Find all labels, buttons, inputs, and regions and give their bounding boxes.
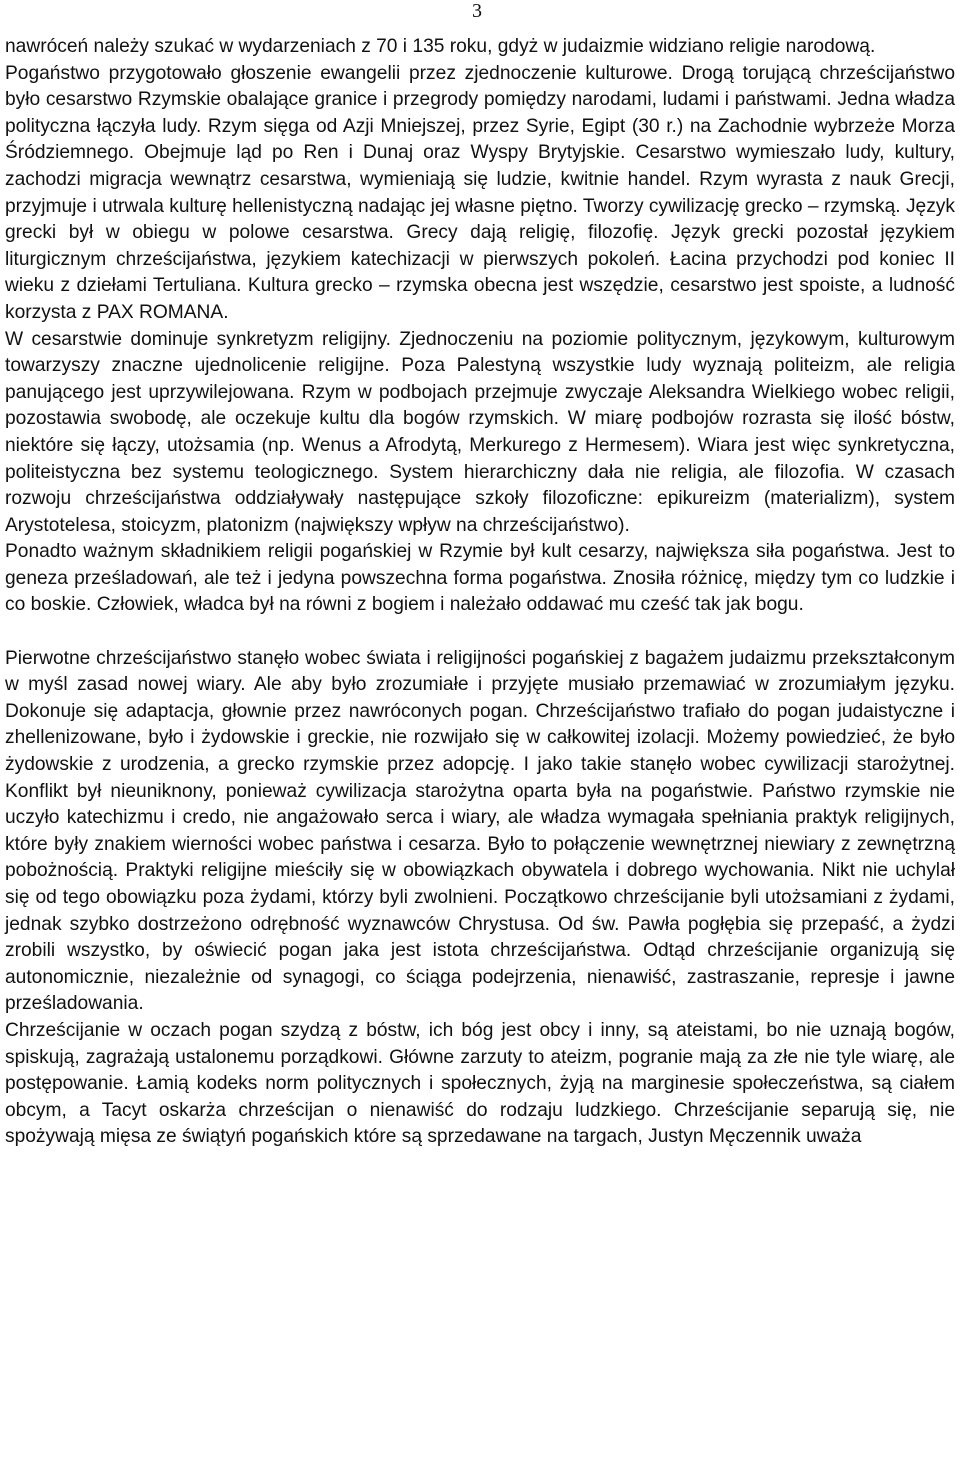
- paragraph-syncretism: W cesarstwie dominuje synkretyzm religijny. Zjednoczeniu na poziomie politycznym, językowym, kulturowym towarzyszy znaczne ujednolicenie religijne. Poza Palestyną wszystkie ludy wyznają politeizm, ale religia panującego jest uprzywilejowana. Rzym w podbojach przejmuje zwyczaje Aleksandra Wielkiego wobec religii, pozostawia swobodę, ale oczekuje kultu dla bogów rzymskich. W miarę podbojów rozrasta się ilość bóstw, niektóre się łączy, utożsamia (np. Wenus a Afrodytą, Merkurego z Hermesem). Wiara jest więc synkretyczna, politeistyczna bez systemu teologicznego. System hierarchiczny dała nie religia, ale filozofia. W czasach rozwoju chrześcijaństwa oddziaływały następujące szkoły filozoficzne: epikureizm (materializm), system Arystotelesa, stoicyzm, platonizm (największy wpływ na chrześcijaństwo).: [5, 328, 955, 536]
- paragraph-roman-empire: Pogaństwo przygotowało głoszenie ewangelii przez zjednoczenie kulturowe. Drogą torującą chrześcijaństwo było cesarstwo Rzymskie obalające granice i przegrody pomiędzy narodami, ludami i państwami. Jedna władza polityczna łączyła ludy. Rzym sięga od Azji Mniejszej, przez Syrie, Egipt (30 r.) na Zachodnie wybrzeże Morza Śródziemnego. Obejmuje ląd po Ren i Dunaj oraz Wyspy Brytyjskie. Cesarstwo wymieszało ludy, kultury, zachodzi migracja wewnątrz cesarstwa, wymieniają się ludzie, kwitnie handel. Rzym wyrasta z nauk Grecji, przyjmuje i utrwala kulturę hellenistyczną nadając jej własne piętno. Tworzy cywilizację grecko – rzymską. Język grecki był w obiegu w polowe cesarstwa. Grecy dają religię, filozofię. Język grecki pozostał językiem liturgicznym chrześcijaństwa, językiem katechizacji w pierwszych pokoleń. Łacina przychodzi pod koniec II wieku z dziełami Tertuliana. Kultura grecko – rzymska obecna jest wszędzie, cesarstwo jest spoiste, a ludność korzysta z PAX ROMANA.: [5, 62, 955, 323]
- paragraph-pagan-view: Chrześcijanie w oczach pogan szydzą z bóstw, ich bóg jest obcy i inny, są ateistami, bo nie uznają bogów, spiskują, zagrażają ustalonemu porządkowi. Główne zarzuty to ateizm, pogranie mają za złe nie tyle wiarę, ale postępowanie. Łamią kodeks norm politycznych i społecznych, żyją na marginesie społeczeństwa, są ciałem obcym, a Tacyt oskarża chrześcijan o nienawiść do rodzaju ludzkiego. Chrześcijanie separują się, nie spożywają mięsa ze świątyń pogańskich które są sprzedawane na targach, Justyn Męczennik uważa: [5, 1019, 955, 1148]
- page-number: 3: [472, 0, 482, 22]
- paragraph-gap: [5, 619, 955, 646]
- document-body: [5, 34, 955, 1151]
- paragraph-emperor-cult: Ponadto ważnym składnikiem religii pogańskiej w Rzymie był kult cesarzy, największa siła pogaństwa. Jest to geneza prześladowań, ale też i jedyna powszechna forma pogaństwa. Znosiła różnicę, między tym co ludzkie i co boskie. Człowiek, władca był na równi z bogiem i należało oddawać mu cześć tak jak bogu.: [5, 541, 955, 616]
- paragraph-continuation: nawróceń należy szukać w wydarzeniach z 70 i 135 roku, gdyż w judaizmie widziano religie narodową.: [5, 36, 876, 57]
- paragraph-early-christianity: Pierwotne chrześcijaństwo stanęło wobec świata i religijności pogańskiej z bagażem judaizmu przekształconym w myśl zasad nowej wiary. Ale aby było zrozumiałe i przyjęte musiało przemawiać w zrozumiałym języku. Dokonuje się adaptacja, głownie przez nawróconych pogan. Chrześcijaństwo trafiało do pogan judaistyczne i zhellenizowane, było i żydowskie i greckie, nie rozwijało się w całkowitej izolacji. Możemy powiedzieć, że było żydowskie z urodzenia, a grecko rzymskie przez adopcję. I jako takie stanęło wobec cywilizacji starożytnej. Konflikt był nieuniknony, ponieważ cywilizacja starożytna oparta była na pogaństwie. Państwo rzymskie nie uczyło katechizmu i credo, nie angażowało serca i wiary, ale władza wymagała spełniania praktyk religijnych, które były znakiem wierności wobec państwa i cesarza. Było to połączenie wewnętrznej niewiary z zewnętrzną pobożnością. Praktyki religijne mieściły się w obowiązkach obywatela i dobrego wychowania. Nikt nie uchylał się od tego obowiązku poza żydami, którzy byli zwolnieni. Początkowo chrześcijanie byli utożsamiani z żydami, jednak szybko dostrzeżono odrębność wyznawców Chrystusa. Od św. Pawła pogłębia się przepaść, a żydzi zrobili wszystko, by oświecić pogan jaka jest istota chrześcijaństwa. Odtąd chrześcijanie organizują się autonomicznie, niezależnie od synagogi, co ściąga podejrzenia, nienawiść, zastraszanie, represje i jawne prześladowania.: [5, 647, 955, 1015]
